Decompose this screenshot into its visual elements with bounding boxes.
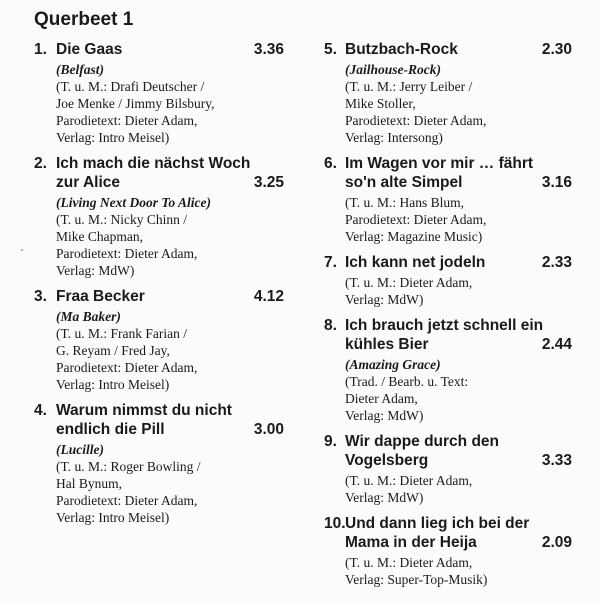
track-number: 7. xyxy=(324,254,337,271)
tracklist-left-column xyxy=(34,40,284,526)
original-title: (Ma Baker) xyxy=(56,309,121,324)
credit-line: Parodietext: Dieter Adam, xyxy=(345,113,487,128)
credit-line: Verlag: Magazine Music) xyxy=(345,229,483,244)
track-1 xyxy=(34,40,284,146)
credit-line: Parodietext: Dieter Adam, xyxy=(56,113,198,128)
credit-line: (T. u. M.: Frank Farian / xyxy=(56,326,187,341)
original-title: (Jailhouse-Rock) xyxy=(345,62,441,77)
track-heading xyxy=(34,40,284,59)
credit-line: Verlag: Intersong) xyxy=(345,130,443,145)
credit-line: Parodietext: Dieter Adam, xyxy=(56,493,198,508)
track-4 xyxy=(34,401,284,526)
credit-line: (T. u. M.: Jerry Leiber / xyxy=(345,79,473,94)
track-heading xyxy=(324,40,572,59)
credit-line: Parodietext: Dieter Adam, xyxy=(345,212,487,227)
track-number: 10. xyxy=(324,515,346,532)
track-title-line: Wir dappe durch den xyxy=(345,433,500,450)
track-heading xyxy=(34,287,284,306)
credit-line: (T. u. M.: Roger Bowling / xyxy=(56,459,201,474)
track-number: 1. xyxy=(34,41,47,58)
track-title: Ich kann net jodeln xyxy=(345,254,486,271)
credit-line: (T. u. M.: Dieter Adam, xyxy=(345,473,473,488)
track-heading xyxy=(34,154,284,192)
track-number: 5. xyxy=(324,41,337,58)
credit-line: Mike Chapman, xyxy=(56,229,143,244)
track-7 xyxy=(324,253,572,308)
credit-line: Parodietext: Dieter Adam, xyxy=(56,246,198,261)
credit-line: (T. u. M.: Dieter Adam, xyxy=(345,555,473,570)
track-duration: 2.44 xyxy=(541,336,572,353)
track-8 xyxy=(324,316,572,424)
track-3 xyxy=(34,287,284,393)
credit-line: Parodietext: Dieter Adam, xyxy=(56,360,198,375)
track-2 xyxy=(34,154,284,279)
track-title: Butzbach-Rock xyxy=(345,41,458,58)
track-number: 9. xyxy=(324,433,337,450)
original-title: (Lucille) xyxy=(56,442,104,457)
credit-line: Dieter Adam, xyxy=(345,391,418,406)
credit-line: Verlag: Intro Meisel) xyxy=(56,377,170,392)
track-duration: 3.00 xyxy=(253,421,284,438)
track-duration: 2.09 xyxy=(541,534,572,551)
track-title-line: Mama in der Heija xyxy=(345,534,477,551)
tracklist-right-column xyxy=(324,40,572,588)
credit-line: Verlag: MdW) xyxy=(345,490,424,505)
track-title-line: Und dann lieg ich bei der xyxy=(345,515,530,532)
track-number: 2. xyxy=(34,155,47,172)
track-6 xyxy=(324,154,572,245)
credit-line: Joe Menke / Jimmy Bilsbury, xyxy=(56,96,215,111)
track-title-line: Vogelsberg xyxy=(345,452,429,469)
track-duration: 4.12 xyxy=(253,288,284,305)
credit-line: Verlag: Intro Meisel) xyxy=(56,130,170,145)
track-number: 8. xyxy=(324,317,337,334)
track-number: 3. xyxy=(34,288,47,305)
original-title: (Living Next Door To Alice) xyxy=(56,195,211,210)
track-duration: 3.33 xyxy=(541,452,572,469)
track-number: 6. xyxy=(324,155,337,172)
track-heading xyxy=(34,401,284,439)
track-title: Die Gaas xyxy=(56,41,123,58)
track-5 xyxy=(324,40,572,146)
track-title-line: Ich mach die nächst Woch xyxy=(56,155,251,172)
track-title-line: Im Wagen vor mir … fährt xyxy=(345,155,534,172)
track-10 xyxy=(324,514,572,588)
track-number: 4. xyxy=(34,402,47,419)
track-title-line: endlich die Pill xyxy=(56,421,165,438)
credit-line: (T. u. M.: Dieter Adam, xyxy=(345,275,473,290)
track-heading xyxy=(324,253,572,272)
track-title-line: zur Alice xyxy=(56,174,121,191)
track-title-line: kühles Bier xyxy=(345,336,429,353)
track-duration: 3.16 xyxy=(541,174,572,191)
track-title-line: Ich brauch jetzt schnell ein xyxy=(345,317,544,334)
track-title-line: Warum nimmst du nicht xyxy=(56,402,232,419)
page-title: Querbeet 1 xyxy=(34,9,134,30)
track-duration: 3.36 xyxy=(253,41,284,58)
credit-line: Verlag: MdW) xyxy=(56,263,135,278)
track-title: Fraa Becker xyxy=(56,288,145,305)
credit-line: (Trad. / Bearb. u. Text: xyxy=(345,374,469,389)
track-9 xyxy=(324,432,572,506)
credit-line: Hal Bynum, xyxy=(56,476,122,491)
paper-speck xyxy=(21,249,23,251)
original-title: (Belfast) xyxy=(56,62,104,77)
track-heading xyxy=(324,514,572,552)
track-heading xyxy=(324,316,572,354)
credit-line: Verlag: Intro Meisel) xyxy=(56,510,170,525)
track-title-line: so'n alte Simpel xyxy=(345,174,463,191)
track-duration: 2.33 xyxy=(541,254,572,271)
track-duration: 3.25 xyxy=(253,174,284,191)
track-heading xyxy=(324,432,572,470)
track-duration: 2.30 xyxy=(541,41,572,58)
credit-line: Verlag: MdW) xyxy=(345,292,424,307)
track-heading xyxy=(324,154,572,192)
credit-line: G. Reyam / Fred Jay, xyxy=(56,343,170,358)
credit-line: Verlag: Super-Top-Musik) xyxy=(345,572,488,587)
credit-line: (T. u. M.: Drafi Deutscher / xyxy=(56,79,205,94)
credit-line: (T. u. M.: Nicky Chinn / xyxy=(56,212,187,227)
original-title: (Amazing Grace) xyxy=(345,357,441,372)
credit-line: Mike Stoller, xyxy=(345,96,416,111)
credit-line: (T. u. M.: Hans Blum, xyxy=(345,195,464,210)
credit-line: Verlag: MdW) xyxy=(345,408,424,423)
